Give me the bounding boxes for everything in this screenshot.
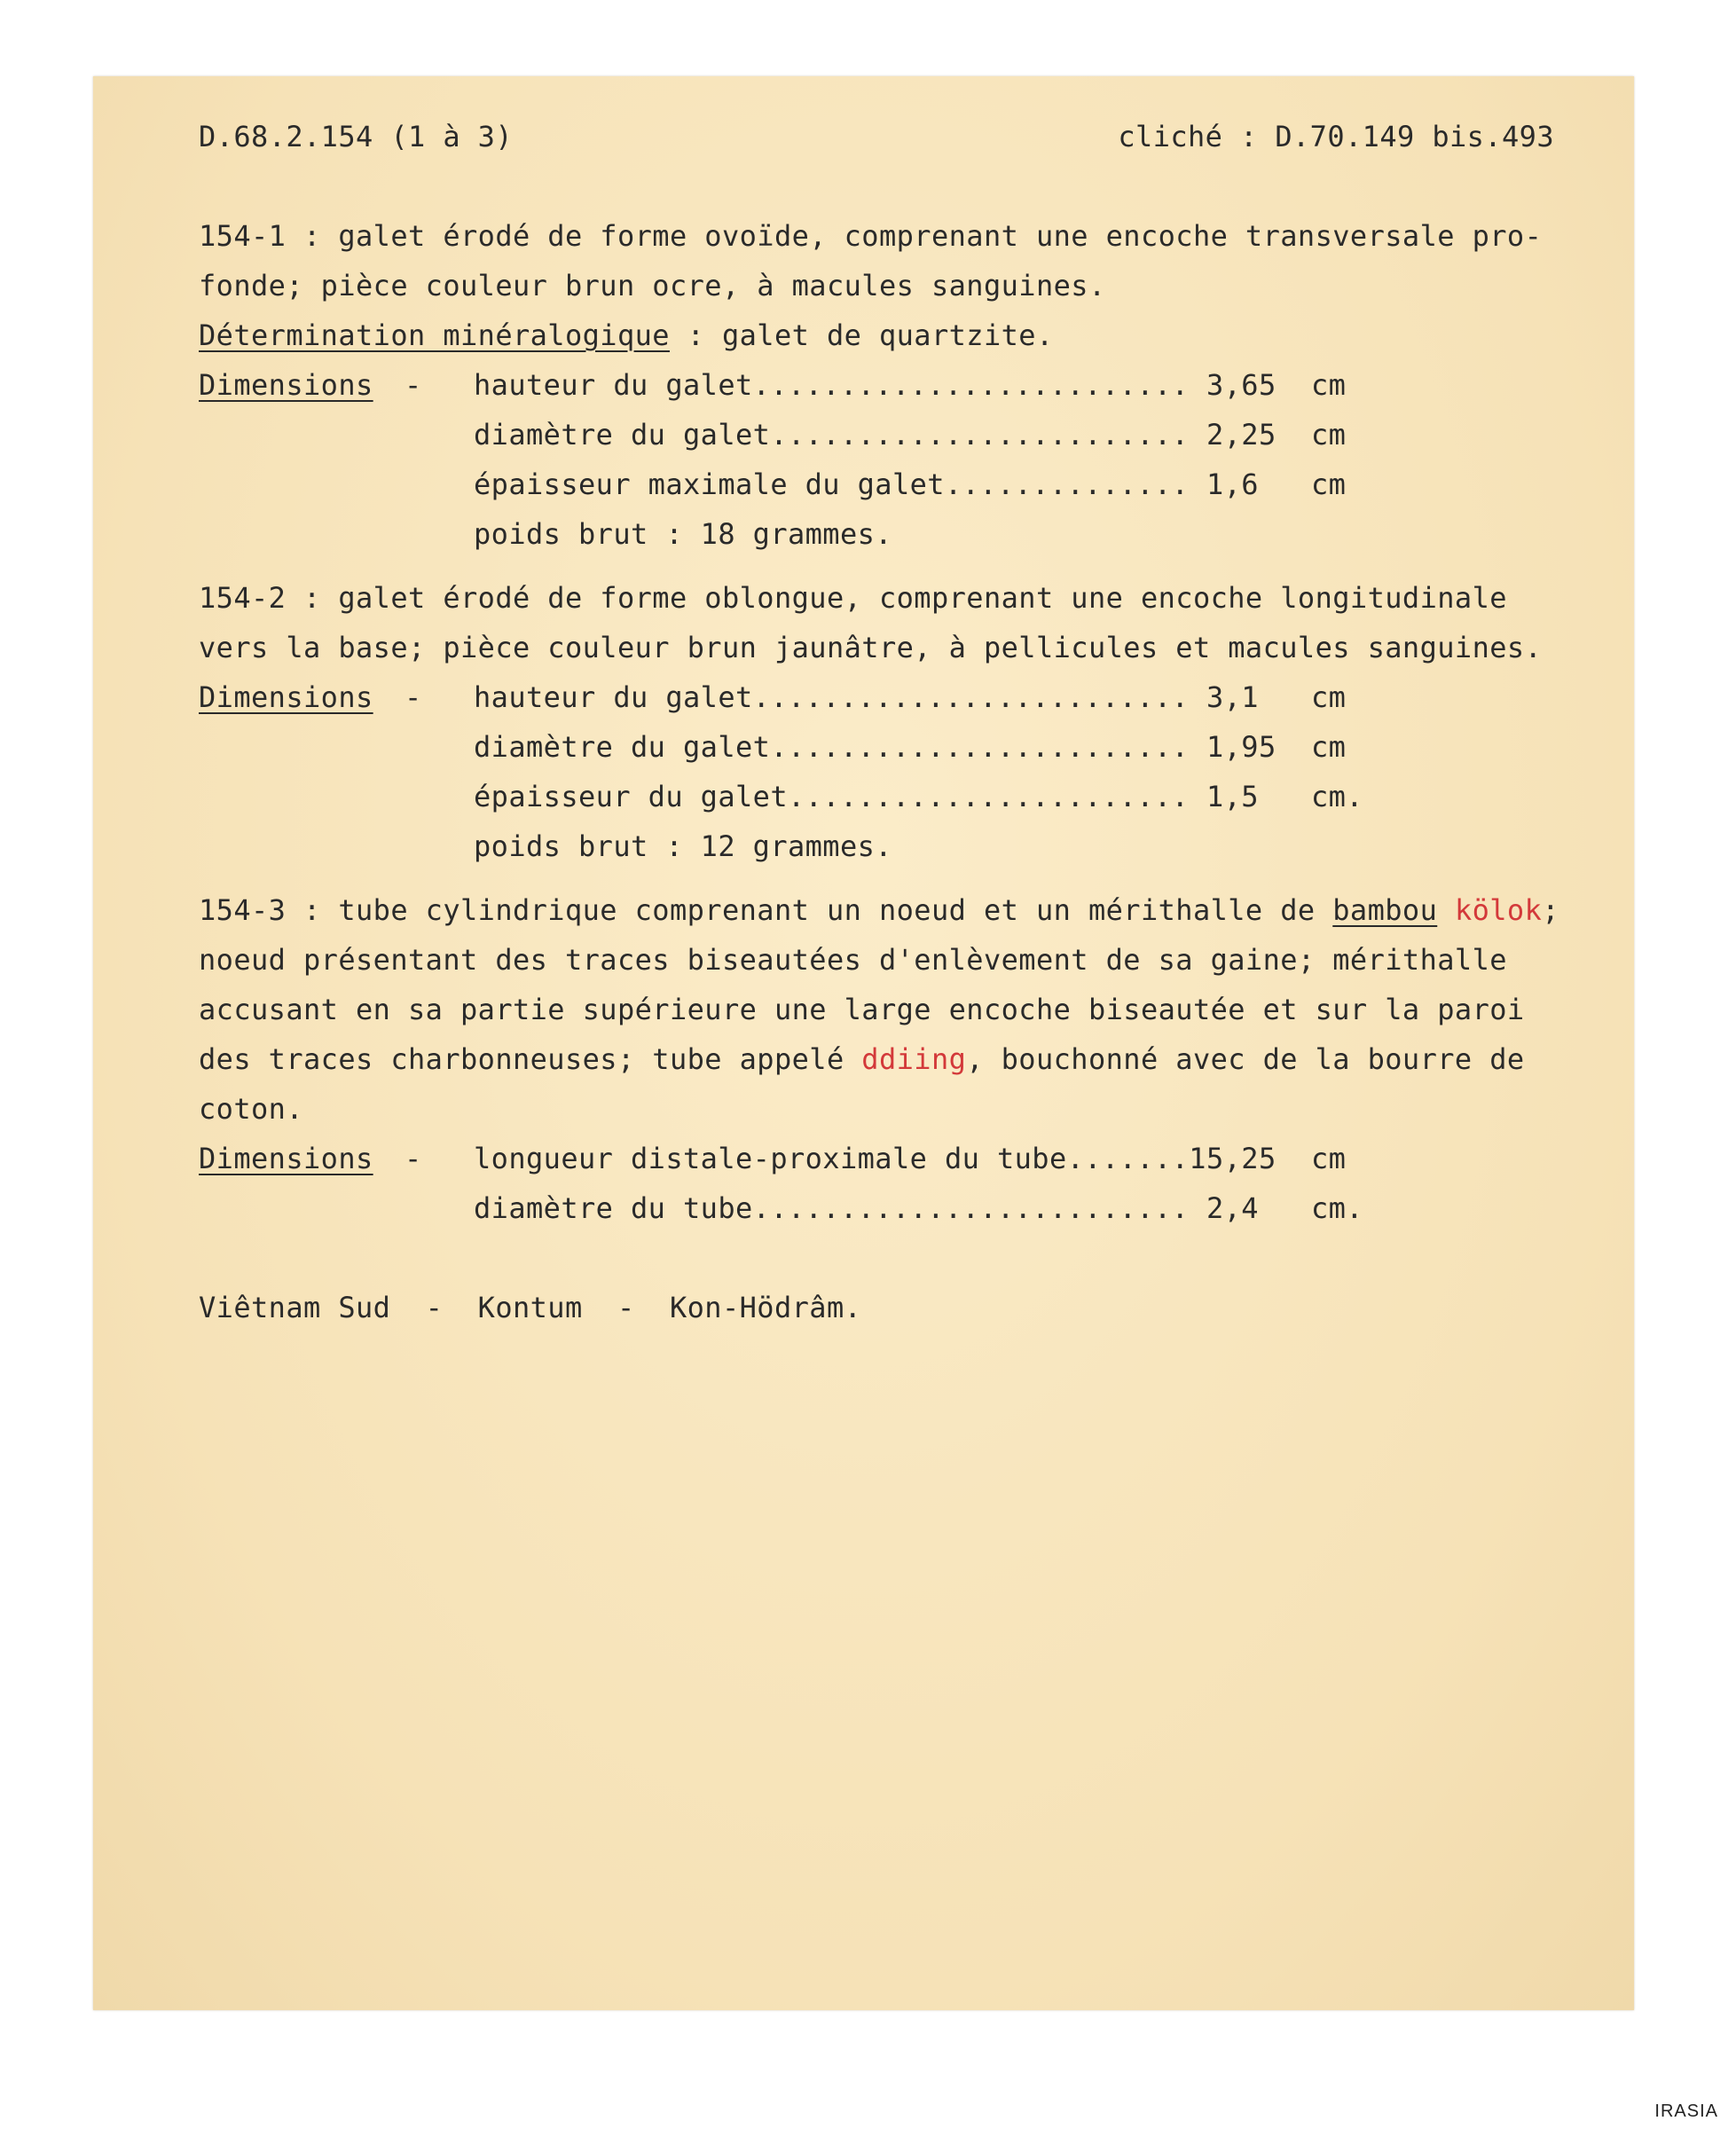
item-text-line: vers la base; pièce couleur brun jaunâtre, à pellicules et macules sanguines. — [199, 631, 1543, 664]
item-text-line: 154-2 : galet érodé de forme oblongue, comprenant une encoche longitudinale — [199, 581, 1507, 615]
dimension-value: hauteur du galet......................... 3,1 cm — [474, 680, 1347, 714]
bambou-underlined: bambou — [1332, 893, 1438, 927]
dimensions-label: Dimensions — [199, 680, 373, 714]
dimension-row: diamètre du galet........................ 2,25 cm — [474, 418, 1347, 452]
text-segment: des traces charbonneuses; tube appelé — [199, 1042, 862, 1076]
dimensions-dash: - — [405, 1142, 422, 1175]
item-text-line — [199, 885, 1618, 935]
item-text-line: 154-1 : galet érodé de forme ovoïde, comprenant une encoche transversale pro- — [199, 219, 1543, 253]
item-text-line: coton. — [199, 1092, 303, 1126]
weight-row: poids brut : 18 grammes. — [474, 517, 892, 551]
item-154-3 — [199, 885, 1618, 1233]
dimensions-label: Dimensions — [199, 368, 373, 402]
text-segment: 154-3 : tube cylindrique comprenant un noeud et un mérithalle de — [199, 893, 1333, 927]
watermark-label: IRASIA — [1654, 2102, 1718, 2121]
determination-line — [199, 310, 1618, 360]
dimensions-dash: - — [405, 368, 422, 402]
dimension-row — [199, 672, 1618, 722]
photo-reference: cliché : D.70.149 bis.493 — [1118, 120, 1554, 153]
dimension-row: épaisseur du galet....................... 1,5 cm. — [474, 780, 1363, 813]
dimension-row — [199, 360, 1618, 410]
red-term-ddiing: ddiing — [861, 1042, 967, 1076]
item-154-1 — [199, 211, 1618, 559]
dimension-value: hauteur du galet......................... 3,65 cm — [474, 368, 1347, 402]
inventory-reference: D.68.2.154 (1 à 3) — [199, 120, 513, 153]
item-154-2 — [199, 573, 1618, 871]
dimension-value: longueur distale-proximale du tube.......15,25 cm — [474, 1142, 1347, 1175]
item-text-line: fonde; pièce couleur brun ocre, à macules sanguines. — [199, 269, 1106, 302]
typed-page — [199, 112, 1618, 1332]
dimension-row — [199, 1134, 1618, 1183]
dimension-row: diamètre du tube......................... 2,4 cm. — [474, 1191, 1363, 1225]
weight-row: poids brut : 12 grammes. — [474, 829, 892, 863]
item-text-line: noeud présentant des traces biseautées d'enlèvement de sa gaine; mérithalle — [199, 943, 1507, 977]
determination-label: Détermination minéralogique — [199, 318, 670, 352]
item-text-line: accusant en sa partie supérieure une large encoche biseautée et sur la paroi — [199, 993, 1525, 1026]
dimensions-dash: - — [405, 680, 422, 714]
dimension-row: diamètre du galet........................ 1,95 cm — [474, 730, 1347, 764]
red-term-kolok: kölok — [1454, 893, 1543, 927]
text-segment: ; — [1542, 893, 1559, 927]
determination-value: : galet de quartzite. — [669, 318, 1054, 352]
text-segment: , bouchonné avec de la bourre de — [966, 1042, 1525, 1076]
item-text-line — [199, 1034, 1618, 1084]
dimension-row: épaisseur maximale du galet.............. 1,6 cm — [474, 467, 1347, 501]
location-line: Viêtnam Sud - Kontum - Kon-Hödrâm. — [199, 1291, 862, 1324]
dimensions-label: Dimensions — [199, 1142, 373, 1175]
header-row — [199, 112, 1554, 161]
